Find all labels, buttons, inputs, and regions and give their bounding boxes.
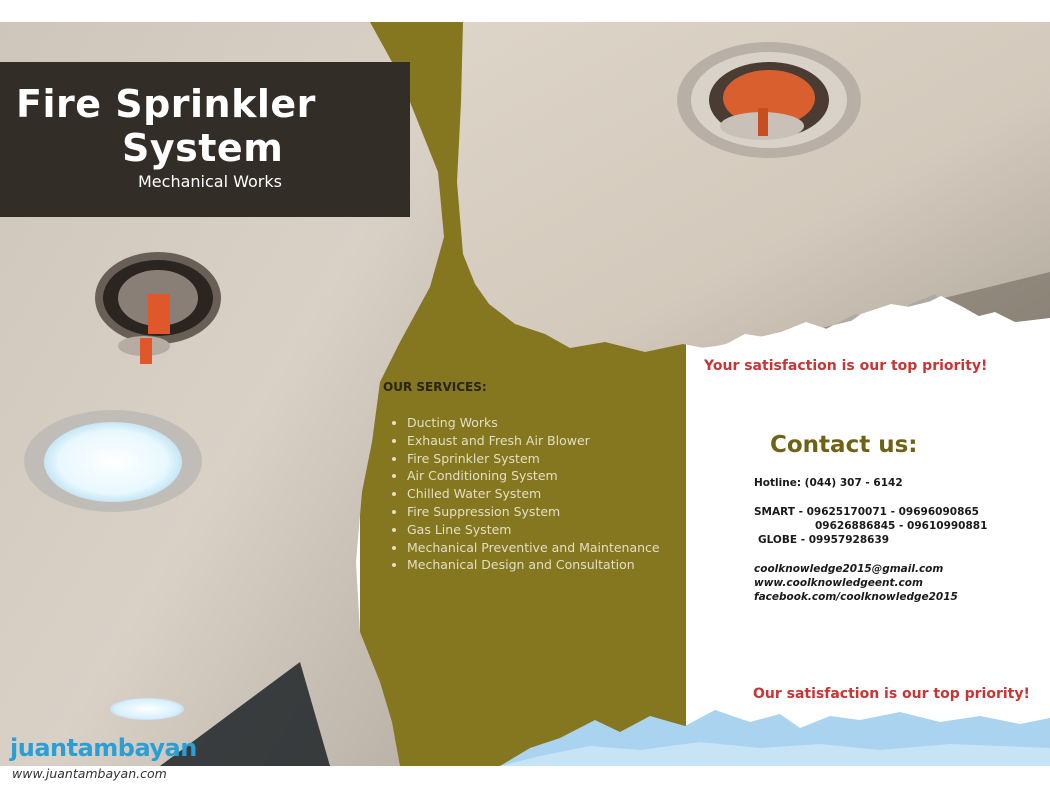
service-item: • Fire Suppression System xyxy=(407,503,660,521)
tagline-top: Your satisfaction is our top priority! xyxy=(704,358,988,374)
services-heading: OUR SERVICES: xyxy=(383,380,487,394)
contact-globe: GLOBE - 09957928639 xyxy=(758,534,890,546)
title-subtitle: Mechanical Works xyxy=(138,172,282,191)
flyer xyxy=(0,22,1050,766)
ceiling-light-large-glow xyxy=(44,422,182,502)
sprinkler-head-right xyxy=(674,38,864,162)
contact-smart-1: SMART - 09625170071 - 09696090865 xyxy=(754,506,979,518)
contact-heading: Contact us: xyxy=(770,432,918,458)
contact-email: coolknowledge2015@gmail.com xyxy=(754,563,944,575)
service-item: • Ducting Works xyxy=(407,414,660,432)
watermark-url: www.juantambayan.com xyxy=(12,766,167,781)
service-item: • Chilled Water System xyxy=(407,485,660,503)
watermark-logo: juantambayan xyxy=(10,734,197,762)
contact-smart-2: 09626886845 - 09610990881 xyxy=(815,520,988,532)
ceiling-light-small xyxy=(110,698,184,720)
service-item: • Mechanical Preventive and Maintenance xyxy=(407,539,660,557)
contact-website: www.coolknowledgeent.com xyxy=(754,577,923,589)
title-line-2: System xyxy=(122,126,284,170)
contact-hotline: Hotline: (044) 307 - 6142 xyxy=(754,477,903,489)
service-item: • Air Conditioning System xyxy=(407,467,660,485)
sprinkler-head-left xyxy=(92,250,224,380)
title-card xyxy=(0,62,410,217)
service-item: • Exhaust and Fresh Air Blower xyxy=(407,432,660,450)
service-item: • Fire Sprinkler System xyxy=(407,450,660,468)
services-list xyxy=(389,414,660,574)
tagline-bottom: Our satisfaction is our top priority! xyxy=(753,686,1030,702)
service-item: • Gas Line System xyxy=(407,521,660,539)
service-item: • Mechanical Design and Consultation xyxy=(407,556,660,574)
contact-facebook: facebook.com/coolknowledge2015 xyxy=(754,591,958,603)
title-line-1: Fire Sprinkler xyxy=(16,82,316,126)
sky-strip xyxy=(500,698,1050,766)
